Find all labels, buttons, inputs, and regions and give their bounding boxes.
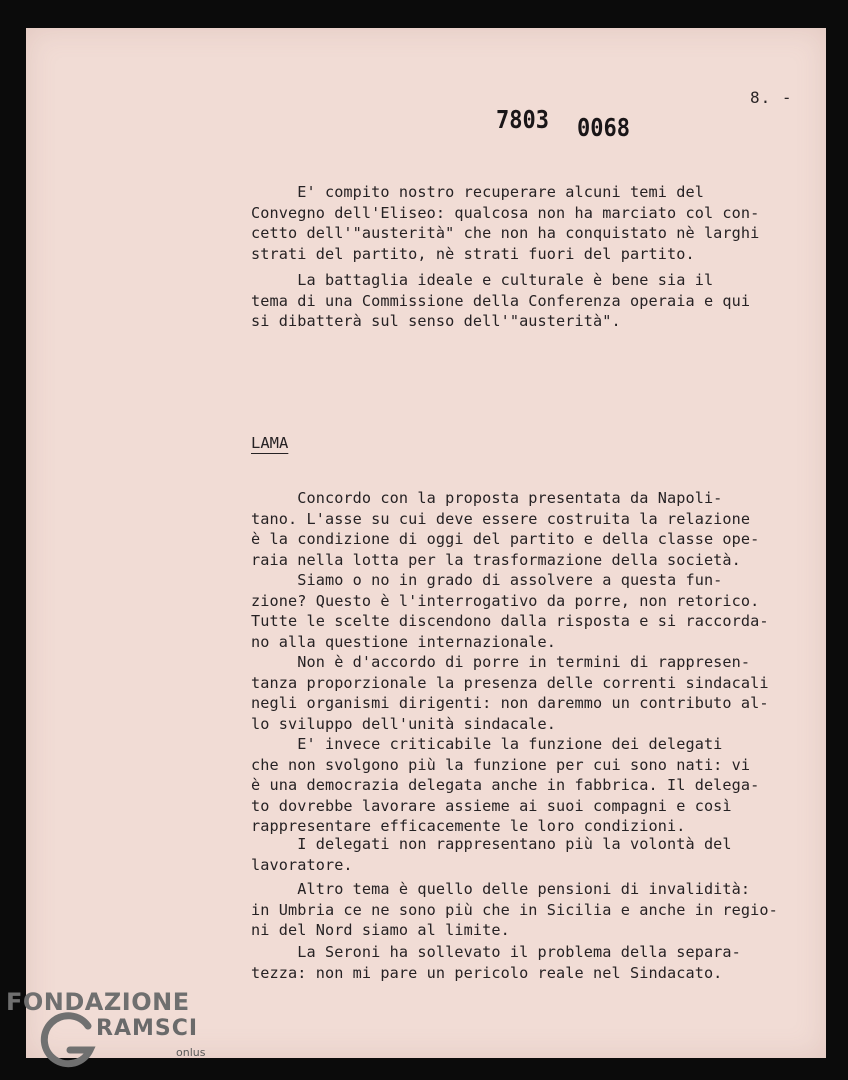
paragraph-battaglia: La battaglia ideale e culturale è bene sia il tema di una Commissione della Conferenza operaia e qui si dibatterà sul senso dell'"austerità". bbox=[251, 271, 751, 330]
paragraph-lama-7: La Seroni ha sollevato il problema della separa- tezza: non mi pare un pericolo reale nel Sindacato. bbox=[251, 943, 741, 982]
paragraph-eliseo: E' compito nostro recuperare alcuni temi del Convegno dell'Eliseo: qualcosa non ha marciato col con- cetto dell'"austerità" che non ha conquistato nè larghi strati del partito, nè strati fuori del partito. bbox=[251, 183, 760, 263]
watermark-line1: FONDAZIONE bbox=[6, 988, 190, 1016]
watermark-suffix: onlus bbox=[176, 1046, 206, 1059]
paragraph-lama-6: Altro tema è quello delle pensioni di invalidità: in Umbria ce ne sono più che in Sicilia e anche in regio- ni del Nord siamo al limite. bbox=[251, 880, 778, 939]
watermark-line2: RAMSCI bbox=[96, 1016, 199, 1041]
paragraph-lama-2: Siamo o no in grado di assolvere a questa fun- zione? Questo è l'interrogativo da porre, non retorico. Tutte le scelte discendono dalla risposta e si raccorda- no alla questione internazionale. bbox=[251, 571, 769, 651]
archive-code-sheet: 0068 bbox=[577, 114, 630, 143]
paragraph-lama-1: Concordo con la proposta presentata da Napoli- tano. L'asse su cui deve essere costruita la relazione è la condizione di oggi del partito e della classe ope- raia nella lotta per la trasformazione della società. bbox=[251, 489, 760, 569]
paragraph-lama-4: E' invece criticabile la funzione dei delegati che non svolgono più la funzione per cui sono nati: vi è una democrazia delegata anche in fabbrica. Il delega- to dovrebbe lavorare assieme ai suoi compagni e così rappresentare efficacemente le loro condizioni. bbox=[251, 735, 760, 835]
paragraph-lama-5: I delegati non rappresentano più la volontà del lavoratore. bbox=[251, 835, 732, 874]
archive-code-series: 7803 bbox=[496, 106, 549, 135]
fondazione-gramsci-watermark bbox=[6, 988, 226, 1080]
gramsci-g-logo-icon bbox=[36, 1010, 98, 1072]
paragraph-lama-3: Non è d'accordo di porre in termini di rappresen- tanza proporzionale la presenza delle correnti sindacali negli organismi dirigenti: non daremmo un contributo al- lo sviluppo dell'unità sindacale. bbox=[251, 653, 769, 733]
speaker-name: LAMA bbox=[251, 434, 289, 452]
page-number: 8. - bbox=[750, 88, 793, 107]
document-page bbox=[26, 28, 826, 1058]
